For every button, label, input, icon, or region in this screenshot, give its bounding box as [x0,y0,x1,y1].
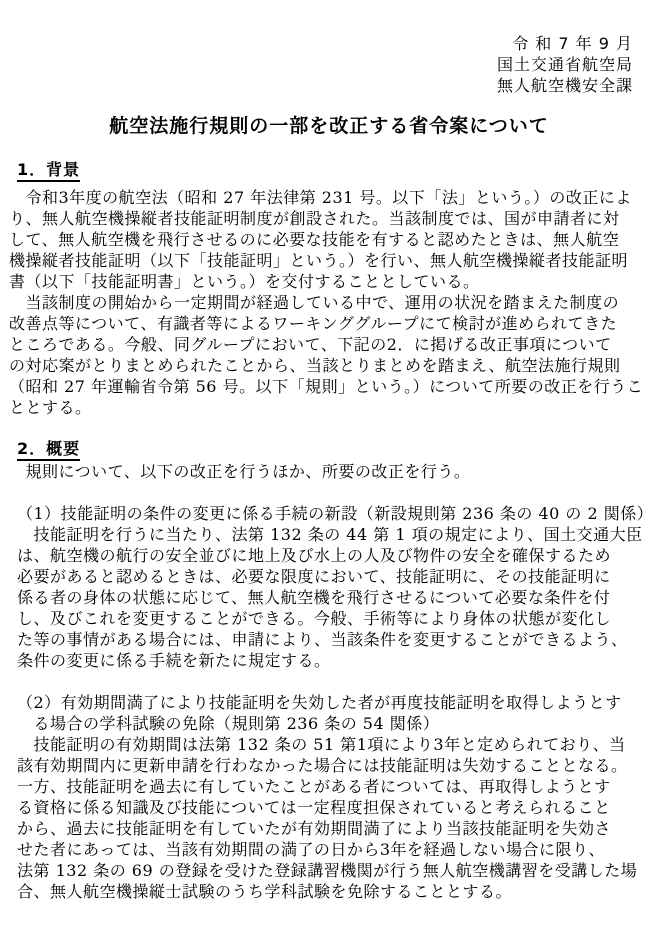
text-line: 該有効期間内に更新申請を行わなかった場合には技能証明は失効することとなる。 [17,756,628,775]
text-line: 係る者の身体の状態に応じて、無人航空機を飛行させるについて必要な条件を付 [17,588,611,607]
text-line: から、過去に技能証明を有していたが有効期間満了により当該技能証明を失効さ [17,819,612,838]
section-2-heading-text: 2．概要 [17,438,80,461]
text-line: の対応案がとりまとめられたことから、当該とりまとめを踏まえ、航空法施行規則 [9,356,621,375]
text-line: （2）有効期間満了により技能証明を失効した者が再度技能証明を取得しようとす [17,693,622,712]
text-line: る場合の学科試験の免除（規則第 236 条の 54 関係） [17,714,440,733]
overview-item-2 [17,692,649,902]
text-line: 法第 132 条の 69 の登録を受けた登録講習機関が行う無人航空機講習を受講した場 [17,861,638,880]
text-line: 書（以下「技能証明書」という。）を交付することとしている。 [9,272,480,291]
text-line: 条件の変更に係る手続を新たに規定する。 [17,651,331,670]
text-line: 技能証明を行うに当たり、法第 132 条の 44 第 1 項の規定により、国土交通大臣 [17,525,643,544]
overview-intro-line: 規則について、以下の改正を行うほか、所要の改正を行う。 [9,462,471,481]
text-line: 令和3年度の航空法（昭和 27 年法律第 231 号。以下「法」という。）の改正によ [9,188,632,207]
header-date-line: 令 和 7 年 9 月 [512,34,633,53]
section-1-heading-text: 1．背景 [17,159,80,182]
text-line: ととする。 [9,398,92,417]
text-line: 当該制度の開始から一定期間が経過している中で、運用の状況を踏まえた制度の [9,293,620,312]
section-2-heading [17,438,649,461]
text-line: る資格に係る知識及び技能については一定程度担保されていると考えられること [17,798,611,817]
header-bureau-line: 国土交通省航空局 [496,55,633,74]
text-line: （昭和 27 年運輸省令第 56 号。以下「規則」という。）について所要の改正を行うこ [9,377,644,396]
background-paragraph-2 [9,292,649,418]
document-header [9,33,633,96]
document-title: 航空法施行規則の一部を改正する省令案について [109,115,549,137]
text-line: た等の事情がある場合には、申請により、当該条件を変更することができるよう、 [17,630,628,649]
text-line: 機操縦者技能証明（以下「技能証明」という。）を行い、無人航空機操縦者技能証明 [9,251,629,270]
text-line: 合、無人航空機操縦士試験のうち学科試験を免除することとする。 [17,882,513,901]
text-line: 一方、技能証明を過去に有していたことがある者については、再取得しようとす [17,777,611,796]
text-line: り、無人航空機操縦者技能証明制度が創設された。当該制度では、国が申請者に対 [9,209,620,228]
text-line: し、及びこれを変更することができる。今般、手術等により身体の状態が変化し [17,609,612,628]
section-1-heading [17,159,649,182]
text-line: （1）技能証明の条件の変更に係る手続の新設（新設規則第 236 条の 40 の 2 関係） [17,504,654,523]
background-paragraph-1 [9,187,649,292]
text-line: 必要があると認めるときは、必要な限度において、技能証明に、その技能証明に [17,567,611,586]
text-line: せた者にあっては、当該有効期間の満了の日から3年を経過しない場合に限り、 [17,840,606,859]
overview-item-1 [17,503,654,671]
text-line: は、航空機の航行の安全並びに地上及び水上の人及び物件の安全を確保するため [17,546,612,565]
text-line: して、無人航空機を飛行させるのに必要な技能を有すると認めたときは、無人航空 [9,230,620,249]
text-line: 技能証明の有効期間は法第 132 条の 51 第1項により3年と定められており、当 [17,735,626,754]
header-division-line: 無人航空機安全課 [496,76,633,95]
text-line: ところである。今般、同グループにおいて、下記の2．に掲げる改正事項について [9,335,612,354]
text-line: 改善点等について、有識者等によるワーキンググループにて検討が進められてきた [9,314,618,333]
